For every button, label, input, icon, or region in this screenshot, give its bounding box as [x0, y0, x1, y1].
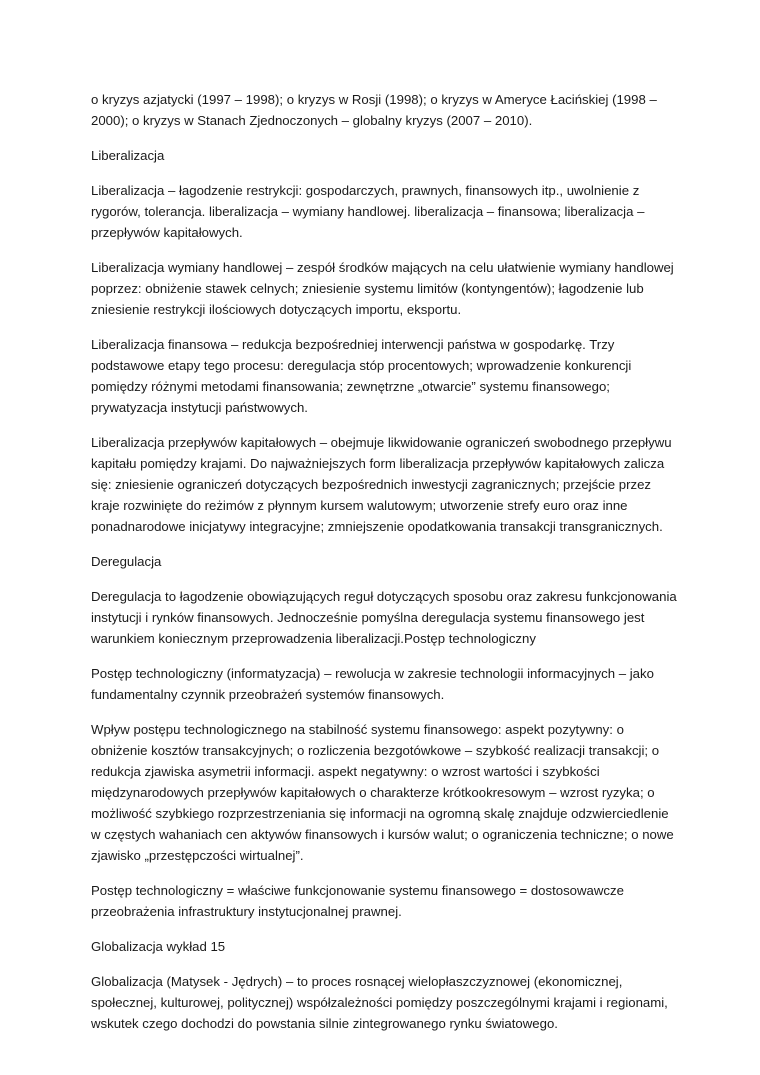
heading-liberalizacja: Liberalizacja: [91, 148, 165, 163]
document-page: [91, 89, 681, 1048]
tech-impact-paragraph: Wpływ postępu technologicznego na stabilność systemu finansowego: aspekt pozytywny: o obniżenie kosztów transakcyjnych; o rozliczenia bezgotówkowe – szybkość realizacji transakcji; o redukcja zjawiska asymetrii informacji. aspekt negatywny: o wzrost wartości i szybkości międzynarodowych przepływów kapitałowych o charakterze krótkookresowym – wzrost ryzyka; o możliwość szybkiego rozprzestrzeniania się informacji na ogromną skalę znajduje odzwierciedlenie w częstych wahaniach cen aktywów finansowych i kursów walut; o ograniczenia techniczne; o nowe zjawisko „przestępczości wirtualnej”.: [91, 722, 674, 863]
financial-liberalization-paragraph: Liberalizacja finansowa – redukcja bezpośredniej interwencji państwa w gospodarkę. Trzy podstawowe etapy tego procesu: deregulacja stóp procentowych; wprowadzenie konkurencji pomiędzy różnymi metodami finansowania; zewnętrzne „otwarcie” systemu finansowego; prywatyzacja instytucji państwowych.: [91, 337, 632, 415]
heading-deregulacja: Deregulacja: [91, 554, 162, 569]
liberalizacja-definition-paragraph: Liberalizacja – łagodzenie restrykcji: gospodarczych, prawnych, finansowych itp., uwolnienie z rygorów, tolerancja. liberalizacja – wymiany handlowej. liberalizacja – finansowa; liberalizacja – przepływów kapitałowych.: [91, 183, 645, 240]
capital-flow-liberalization-paragraph: Liberalizacja przepływów kapitałowych – obejmuje likwidowanie ograniczeń swobodnego przepływu kapitału pomiędzy krajami. Do najważniejszych form liberalizacja przepływów kapitałowych zalicza się: zniesienie ograniczeń dotyczących bezpośrednich inwestycji zagranicznych; przejście przez kraje rozwinięte do reżimów z płynnym kursem walutowym; utworzenie strefy euro oraz inne ponadnarodowe inicjatywy integracyjne; zmniejszenie opodatkowania transakcji transgranicznych.: [91, 435, 672, 534]
deregulation-paragraph: Deregulacja to łagodzenie obowiązujących reguł dotyczących sposobu oraz zakresu funkcjonowania instytucji i rynków finansowych. Jednocześnie pomyślna deregulacja systemu finansowego jest warunkiem koniecznym przeprowadzenia liberalizacji.Postęp technologiczny: [91, 589, 677, 646]
globalization-definition-paragraph: Globalizacja (Matysek - Jędrych) – to proces rosnącej wielopłaszczyznowej (ekonomicznej, społecznej, kulturowej, politycznej) współzależności pomiędzy poszczególnymi krajami i regionami, wskutek czego dochodzi do powstania silnie zintegrowanego rynku światowego.: [91, 974, 668, 1031]
trade-liberalization-paragraph: Liberalizacja wymiany handlowej – zespół środków mających na celu ułatwienie wymiany handlowej poprzez: obniżenie stawek celnych; zniesienie systemu limitów (kontyngentów); łagodzenie lub zniesienie restrykcji ilościowych dotyczących importu, eksportu.: [91, 260, 674, 317]
tech-progress-paragraph: Postęp technologiczny (informatyzacja) – rewolucja w zakresie technologii informacyjnych – jako fundamentalny czynnik przeobrażeń systemów finansowych.: [91, 666, 654, 702]
tech-equation-paragraph: Postęp technologiczny = właściwe funkcjonowanie systemu finansowego = dostosowawcze przeobrażenia infrastruktury instytucjonalnej prawnej.: [91, 883, 624, 919]
heading-globalizacja: Globalizacja wykład 15: [91, 939, 226, 954]
crisis-list-paragraph: o kryzys azjatycki (1997 – 1998); o kryzys w Rosji (1998); o kryzys w Ameryce Łacińskiej (1998 – 2000); o kryzys w Stanach Zjednoczonych – globalny kryzys (2007 – 2010).: [91, 92, 657, 128]
